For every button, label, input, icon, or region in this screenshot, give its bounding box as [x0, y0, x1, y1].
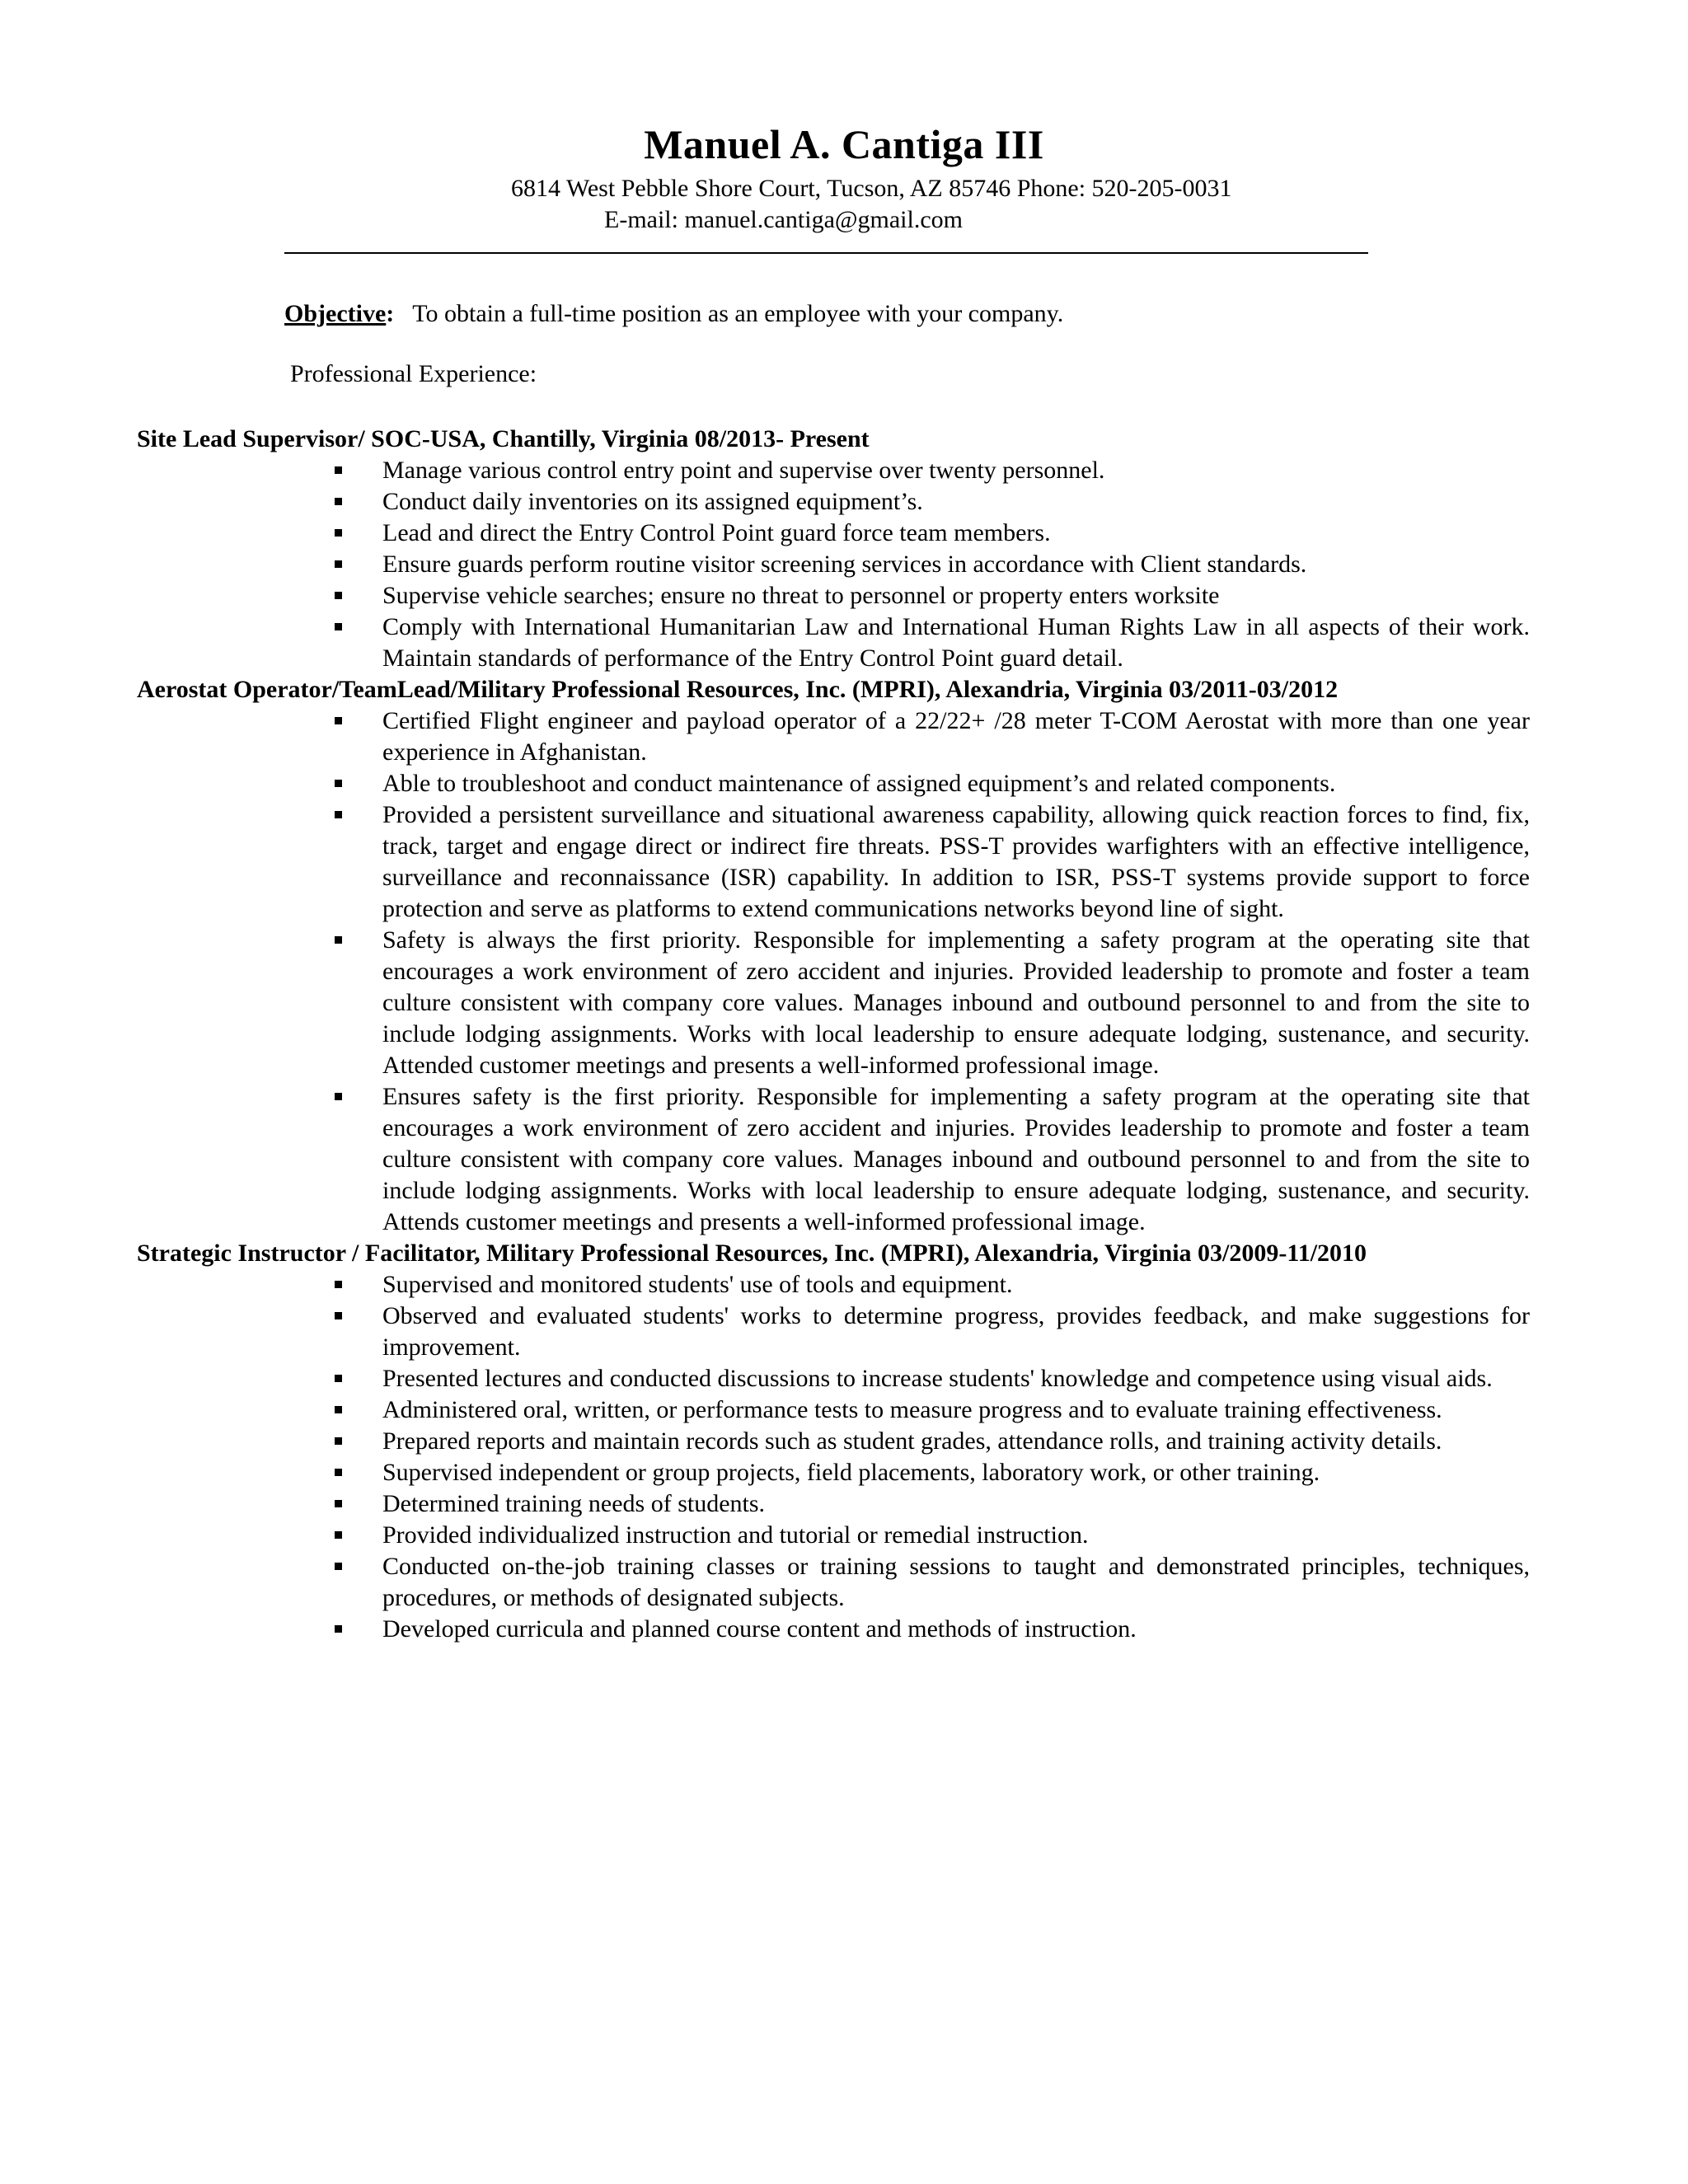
job-bullet	[382, 580, 1530, 612]
job-bullet	[382, 925, 1530, 1081]
bullet-square-icon	[335, 717, 342, 724]
contact-address: 6814 West Pebble Shore Court, Tucson, AZ 85746 Phone: 520-205-0031	[511, 175, 1232, 202]
bullet-square-icon	[335, 1625, 342, 1633]
job-bullets	[137, 1269, 1530, 1645]
job-title: Site Lead Supervisor/ SOC-USA, Chantilly, Virginia 08/2013- Present	[137, 425, 870, 452]
job-bullet	[382, 705, 1530, 768]
job-bullet	[382, 1488, 1530, 1520]
job-bullet-text: Conducted on-the-job training classes or training sessions to taught and demonstrated principles, techniques, procedures, or methods of designated subjects.	[382, 1553, 1530, 1611]
job-bullet-text: Administered oral, written, or performance tests to measure progress and to evaluate training effectiveness.	[382, 1396, 1442, 1423]
job-bullets	[137, 705, 1530, 1238]
job-bullet	[382, 1394, 1530, 1426]
job-bullet	[382, 799, 1530, 925]
job-bullet	[382, 1457, 1530, 1488]
bullet-square-icon	[335, 1312, 342, 1319]
bullet-square-icon	[335, 498, 342, 505]
bullet-square-icon	[335, 1437, 342, 1445]
job-bullet-text: Provided a persistent surveillance and situational awareness capability, allowing quick reaction forces to find, fix, track, target and engage direct or indirect fire threats. PSS-T provides warfighters with an effective intelligence, surveillance and reconnaissance (ISR) capability. In addition to ISR, PSS-T systems provide support to force protection and serve as platforms to extend communications networks beyond line of sight.	[382, 801, 1530, 922]
job-bullet-text: Supervised independent or group projects, field placements, laboratory work, or other training.	[382, 1459, 1320, 1486]
bullet-square-icon	[335, 811, 342, 818]
bullet-square-icon	[335, 936, 342, 944]
job-bullet	[382, 1269, 1530, 1301]
bullet-square-icon	[335, 560, 342, 568]
job-bullet-text: Prepared reports and maintain records such as student grades, attendance rolls, and training activity details.	[382, 1427, 1442, 1455]
resume-name: Manuel A. Cantiga III	[644, 121, 1044, 167]
bullet-square-icon	[335, 623, 342, 630]
job-entry	[137, 424, 1530, 674]
job-entry	[137, 674, 1530, 1238]
job-bullet-text: Safety is always the first priority. Responsible for implementing a safety program at the operating site that encourages a work environment of zero accident and injuries. Provided leadership to promote and foster a team culture consistent with company core values. Manages inbound and outbound personnel to and from the site to include lodging assignments. Works with local leadership to ensure adequate lodging, sustenance, and security. Attended customer meetings and presents a well-informed professional image.	[382, 926, 1530, 1079]
bullet-square-icon	[335, 1406, 342, 1413]
objective-section	[284, 300, 1063, 328]
bullet-square-icon	[335, 466, 342, 474]
bullet-square-icon	[335, 1531, 342, 1539]
objective-colon: :	[386, 300, 395, 327]
job-bullet	[382, 1363, 1530, 1394]
job-bullet	[382, 549, 1530, 580]
job-title: Strategic Instructor / Facilitator, Military Professional Resources, Inc. (MPRI), Alexandria, Virginia 03/2009-11/2010	[137, 1240, 1367, 1267]
objective-text: To obtain a full-time position as an employee with your company.	[412, 300, 1064, 327]
bullet-square-icon	[335, 529, 342, 537]
job-bullet-text: Supervise vehicle searches; ensure no threat to personnel or property enters worksite	[382, 582, 1220, 609]
experience-heading: Professional Experience:	[290, 360, 537, 387]
bullet-square-icon	[335, 1375, 342, 1382]
job-bullet-text: Ensure guards perform routine visitor screening services in accordance with Client standards.	[382, 551, 1307, 578]
job-bullet	[382, 1081, 1530, 1238]
job-bullet	[382, 768, 1530, 799]
job-bullet-text: Developed curricula and planned course content and methods of instruction.	[382, 1615, 1137, 1643]
header-divider	[284, 252, 1368, 254]
job-bullet-text: Manage various control entry point and supervise over twenty personnel.	[382, 457, 1105, 484]
job-bullet	[382, 455, 1530, 486]
job-bullets	[137, 455, 1530, 674]
bullet-square-icon	[335, 780, 342, 787]
job-bullet	[382, 1614, 1530, 1645]
job-bullet	[382, 1520, 1530, 1551]
job-bullet-text: Determined training needs of students.	[382, 1490, 766, 1517]
objective-label: Objective	[284, 300, 387, 327]
job-bullet	[382, 1551, 1530, 1614]
bullet-square-icon	[335, 1093, 342, 1100]
bullet-square-icon	[335, 1469, 342, 1476]
job-bullet	[382, 518, 1530, 549]
contact-email: E-mail: manuel.cantiga@gmail.com	[604, 206, 963, 233]
bullet-square-icon	[335, 1500, 342, 1507]
job-bullet-text: Comply with International Humanitarian Law and International Human Rights Law in all aspects of their work. Maintain standards of performance of the Entry Control Point guard detail.	[382, 613, 1530, 672]
job-bullet-text: Able to troubleshoot and conduct maintenance of assigned equipment’s and related components.	[382, 770, 1336, 797]
job-entry	[137, 1238, 1530, 1645]
job-bullet-text: Observed and evaluated students' works to determine progress, provides feedback, and make suggestions for improvement.	[382, 1302, 1530, 1361]
job-bullet-text: Ensures safety is the first priority. Responsible for implementing a safety program at the operating site that encourages a work environment of zero accident and injuries. Provides leadership to promote and foster a team culture consistent with company core values. Manages inbound and outbound personnel to and from the site to include lodging assignments. Works with local leadership to ensure adequate lodging, sustenance, and security. Attends customer meetings and presents a well-informed professional image.	[382, 1083, 1530, 1235]
bullet-square-icon	[335, 1563, 342, 1570]
job-bullet-text: Supervised and monitored students' use of tools and equipment.	[382, 1271, 1013, 1298]
job-bullet	[382, 486, 1530, 518]
bullet-square-icon	[335, 1281, 342, 1288]
experience-list	[137, 424, 1530, 1645]
job-bullet	[382, 1426, 1530, 1457]
job-bullet-text: Provided individualized instruction and tutorial or remedial instruction.	[382, 1521, 1089, 1549]
job-bullet-text: Conduct daily inventories on its assigned equipment’s.	[382, 488, 923, 515]
job-title: Aerostat Operator/TeamLead/Military Professional Resources, Inc. (MPRI), Alexandria, Virginia 03/2011-03/2012	[137, 676, 1339, 703]
job-bullet-text: Presented lectures and conducted discussions to increase students' knowledge and competence using visual aids.	[382, 1365, 1493, 1392]
job-bullet	[382, 612, 1530, 674]
job-bullet-text: Lead and direct the Entry Control Point guard force team members.	[382, 519, 1051, 546]
job-bullet-text: Certified Flight engineer and payload operator of a 22/22+ /28 meter T-COM Aerostat with more than one year experience in Afghanistan.	[382, 707, 1530, 766]
bullet-square-icon	[335, 592, 342, 599]
job-bullet	[382, 1301, 1530, 1363]
